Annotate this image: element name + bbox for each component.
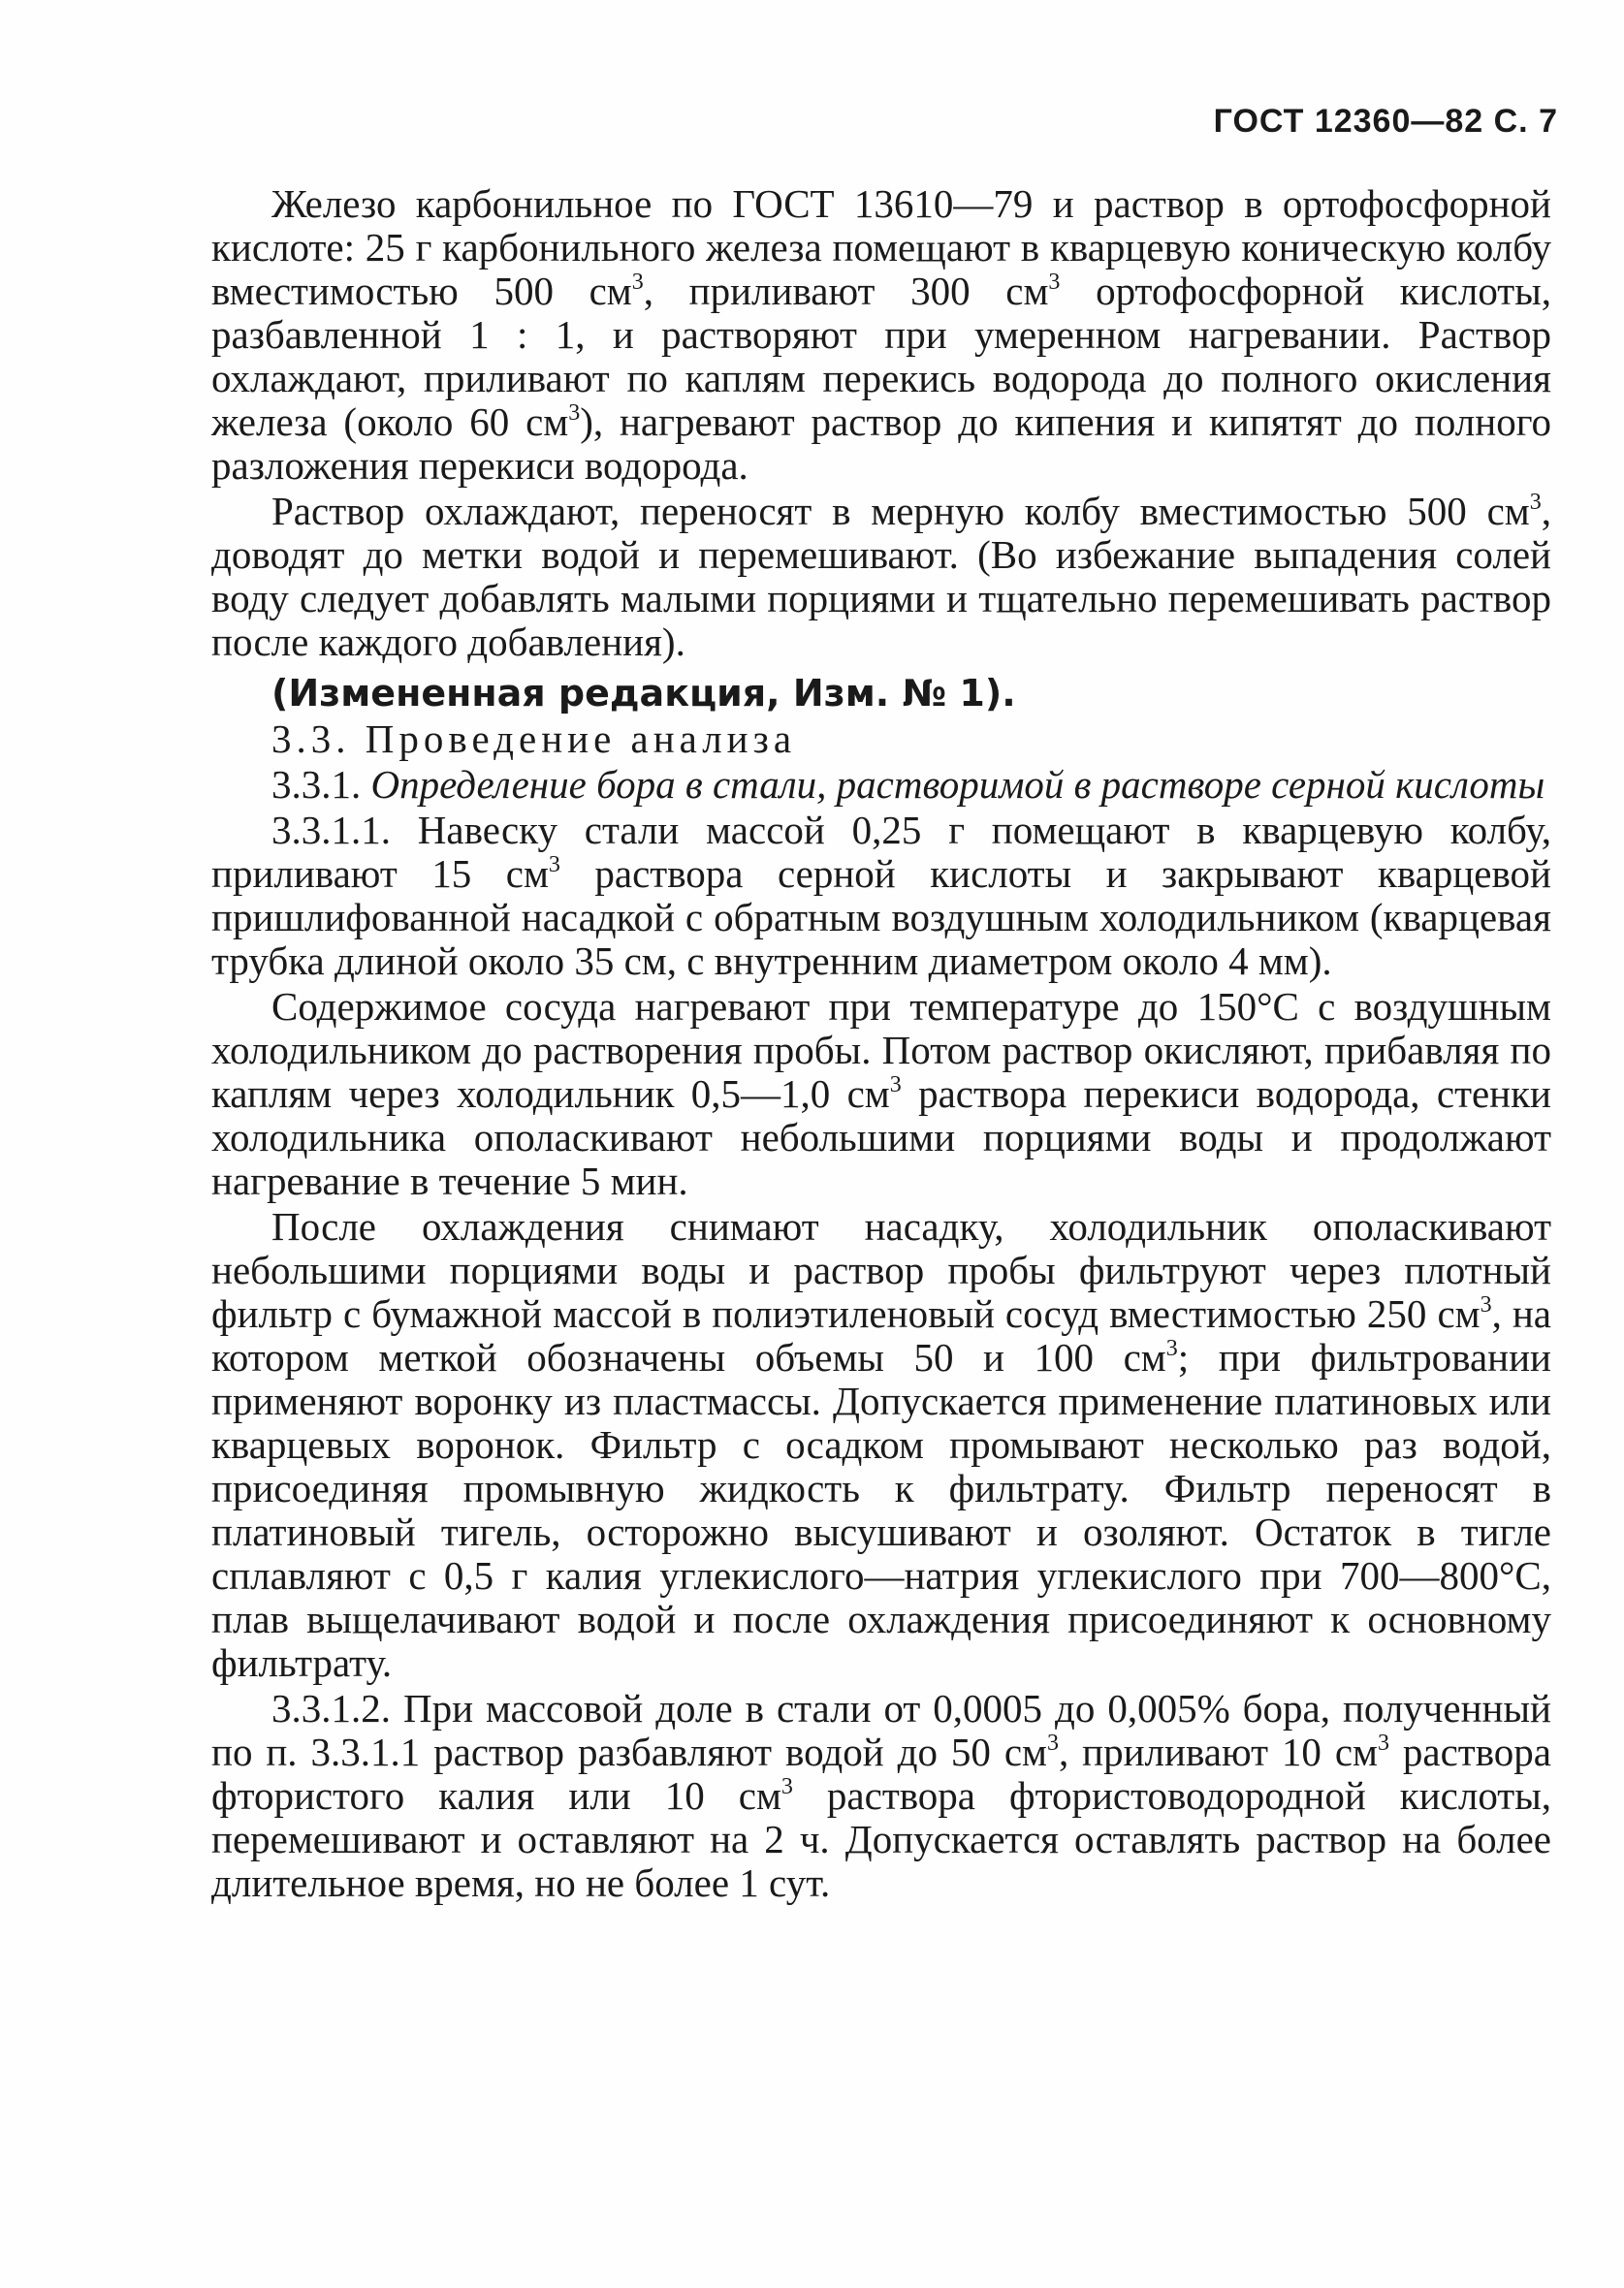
paragraph-3-3-1-2: 3.3.1.2. При массовой доле в стали от 0,0005 до 0,005% бора, полученный по п. 3.3.1.1 раствор разбавляют водой до 50 $см^3$, приливают 10 $см^3$ раствора фтористого калия или 10 $см^3$ раствора фтористоводородной кислоты, перемешивают и оставляют на 2 ч. Допускается оставлять раствор на более длительное время, но не более 1 сут. xyxy=(211,1686,1552,1905)
subsection-heading: 3.3.1. Определение бора в стали, растворимой в растворе серной кислоты xyxy=(271,762,1545,807)
running-header: ГОСТ 12360—82 С. 7 xyxy=(1213,103,1558,140)
section-heading: 3.3. Проведение анализа xyxy=(271,716,797,761)
paragraph-filtration: После охлаждения снимают насадку, холодильник ополаскивают небольшими порциями воды и раствор пробы фильтруют через плотный фильтр с бумажной массой в полиэтиленовый сосуд вместимостью 250 $см^3$, на котором меткой обозначены объемы 50 и 100 $см^3$; при фильтровании применяют воронку из пластмассы. Допускается применение платиновых или кварцевых воронок. Фильтр с осадком промывают несколько раз водой, присоединяя промывную жидкость к фильтрату. Фильтр переносят в платиновый тигель, осторожно высушивают и озоляют. Остаток в тигле сплавляют с 0,5 г калия углекислого—натрия углекислого при 700—800°C, плав выщелачивают водой и после охлаждения присоединяют к основному фильтрату. xyxy=(211,1204,1552,1685)
paragraph-3-3-1-1: 3.3.1.1. Навеску стали массой 0,25 г помещают в кварцевую колбу, приливают 15 $см^3$ раствора серной кислоты и закрывают кварцевой пришлифованной насадкой с обратным воздушным холодильником (кварцевая трубка длиной около 35 см, с внутренним диаметром около 4 мм). xyxy=(211,808,1551,983)
paragraph-iron-carbonyl: Железо карбонильное по ГОСТ 13610—79 и раствор в ортофосфорной кислоте: 25 г карбонильного железа помещают в кварцевую коническую колбу вместимостью 500 $см^3$, приливают 300 $см^3$ ортофосфорной кислоты, разбавленной 1 : 1, и растворяют при умеренном нагревании. Раствор охлаждают, приливают по каплям перекись водорода до полного окисления железа (около 60 $см^3$), нагревают раствор до кипения и кипятят до полного разложения перекиси водорода. xyxy=(211,181,1551,488)
paragraph-heating: Содержимое сосуда нагревают при температуре до 150°C с воздушным холодильником до растворения пробы. Потом раствор окисляют, прибавляя по каплям через холодильник 0,5—1,0 $см^3$ раствора перекиси водорода, стенки холодильника ополаскивают небольшими порциями воды и продолжают нагревание в течение 5 мин. xyxy=(211,984,1551,1203)
paragraph-cooling: Раствор охлаждают, переносят в мерную колбу вместимостью 500 $см^3$, доводят до метки водой и перемешивают. (Во избежание выпадения солей воду следует добавлять малыми порциями и тщательно перемешивать раствор после каждого добавления). xyxy=(211,489,1551,664)
document-body xyxy=(211,182,1551,1907)
revision-note: (Измененная редакция, Изм. № 1). xyxy=(271,672,1016,715)
